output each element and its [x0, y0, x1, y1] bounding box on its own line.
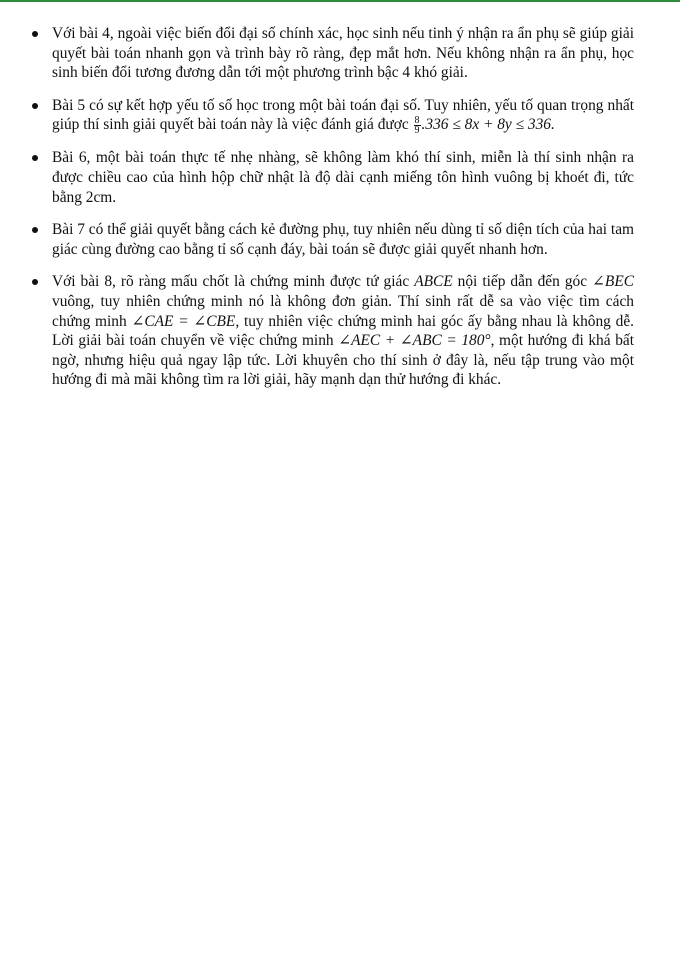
item-text: Với bài 8, rõ ràng mấu chốt là chứng minh được tứ giác	[52, 273, 415, 291]
item-text: Với bài 4, ngoài việc biến đổi đại số chính xác, học sinh nếu tinh ý nhận ra ẩn phụ sẽ giúp giải quyết bài toán nhanh gọn và trình bày rõ ràng, đẹp mắt hơn. Nếu không nhận ra ẩn phụ, học sinh biến đổi tương đương dẫn tới một phương trình bậc 4 khó giải.	[52, 25, 634, 82]
header-rule	[0, 0, 680, 2]
math-angle-sum: ∠AEC + ∠ABC = 180°	[338, 332, 491, 350]
list-item-bai-6	[30, 148, 634, 207]
math-inequality: .336 ≤ 8x + 8y ≤ 336.	[421, 116, 555, 134]
item-text: , một hướng đi khá bất ngờ, nhưng hiệu quả ngay lập tức. Lời khuyên cho thí sinh ở đây là, nếu tập trung vào một hướng đi mà mãi không tìm ra lời giải, hãy mạnh dạn thử hướng đi khác.	[52, 332, 634, 389]
bullet-icon	[32, 227, 38, 233]
list-item-bai-7	[30, 220, 634, 259]
item-text: nội tiếp dẫn đến góc	[452, 273, 593, 291]
fraction-numerator: 8	[414, 115, 420, 127]
item-text: vuông, tuy nhiên chứng minh nó là không đơn giản. Thí sinh rất dễ sa vào việc tìm cách chứng minh	[52, 292, 634, 330]
bullet-icon	[32, 103, 38, 109]
math-quadrilateral: ABCE	[414, 273, 453, 291]
item-text: Bài 6, một bài toán thực tế nhẹ nhàng, sẽ không làm khó thí sinh, miễn là thí sinh nhận ra được chiều cao của hình hộp chữ nhật là độ dài cạnh miếng tôn hình vuông bị khoét đi, tức bằng 2cm.	[52, 149, 634, 206]
fraction	[414, 116, 421, 135]
item-text: Bài 5 có sự kết hợp yếu tố số học trong một bài toán đại số. Tuy nhiên, yếu tố quan trọng nhất giúp thí sinh giải quyết bài toán này là việc đánh giá được	[52, 96, 634, 134]
item-text: , tuy nhiên việc chứng minh hai góc ấy bằng nhau là không dễ. Lời giải bài toán chuyển về việc chứng minh	[52, 312, 634, 350]
list-item-bai-4	[30, 24, 634, 83]
list-item-bai-8	[30, 272, 634, 390]
document-body	[30, 24, 634, 403]
item-text: Bài 7 có thể giải quyết bằng cách kẻ đường phụ, tuy nhiên nếu dùng tỉ số diện tích của hai tam giác cùng đường cao bằng tỉ số cạnh đáy, bài toán sẽ được giải quyết nhanh hơn.	[52, 221, 634, 258]
list-item-bai-5	[30, 96, 634, 136]
bullet-icon	[32, 155, 38, 161]
comment-list	[30, 24, 634, 390]
math-angle: ∠BEC	[592, 273, 634, 291]
bullet-icon	[32, 279, 38, 285]
math-angle-equality: ∠CAE = ∠CBE	[131, 312, 236, 330]
fraction-denominator: 9	[414, 125, 420, 137]
bullet-icon	[32, 31, 38, 37]
